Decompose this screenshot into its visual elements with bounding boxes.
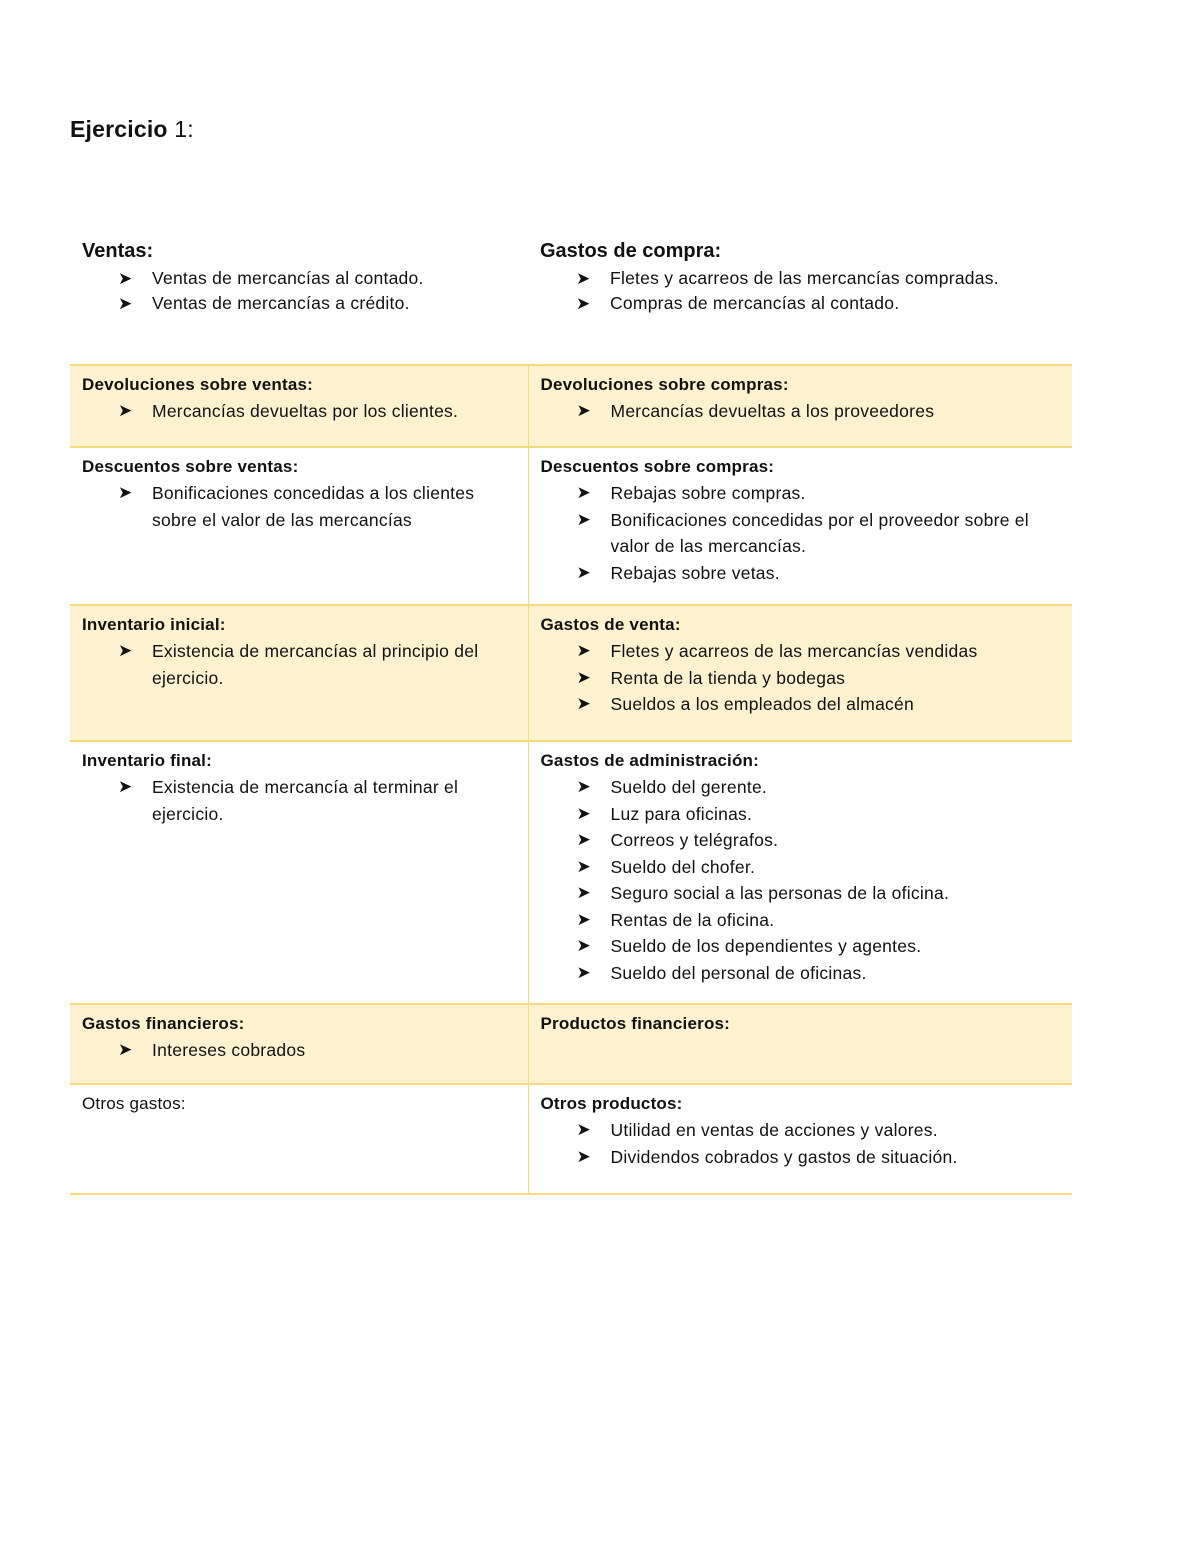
table-cell [70,1004,528,1084]
ventas-block [70,236,528,316]
list-item: ➤ Compras de mercancías al contado. [540,291,1072,316]
cell-list [541,398,1061,425]
cell-list [541,774,1061,986]
list-item: ➤ Ventas de mercancías al contado. [82,266,528,291]
table-cell [70,1084,528,1194]
arrow-bullet-icon: ➤ [576,962,591,982]
cell-heading: Descuentos sobre ventas: [82,457,299,476]
arrow-bullet-icon: ➤ [576,777,591,796]
table-row [70,1084,1072,1194]
cell-list [541,480,1061,586]
arrow-bullet-icon: ➤ [576,269,591,288]
cell-heading: Inventario final: [82,751,212,770]
cell-heading: Otros gastos: [82,1094,186,1113]
cell-heading: Inventario inicial: [82,615,226,634]
gastos-compra-list [540,266,1072,316]
cell-heading: Productos financieros: [540,1014,731,1033]
table-row [70,365,1072,447]
table-row [70,1004,1072,1084]
arrow-bullet-icon: ➤ [576,1146,591,1166]
arrow-bullet-icon: ➤ [576,1120,591,1139]
list-item: ➤ Sueldo de los dependientes y agentes. [541,933,1061,960]
arrow-bullet-icon: ➤ [118,401,133,420]
arrow-bullet-icon: ➤ [118,294,133,313]
table-cell [70,365,528,447]
cell-list [541,1117,1061,1170]
list-item: ➤ Sueldo del personal de oficinas. [541,960,1061,987]
list-item: ➤ Luz para oficinas. [541,801,1061,828]
arrow-bullet-icon: ➤ [576,294,591,313]
list-item: ➤ Bonificaciones concedidas a los clientes sobre el valor de las mercancías [82,480,516,533]
page-title [70,116,194,143]
list-item: ➤ Sueldos a los empleados del almacén [541,691,1061,718]
table-row [70,741,1072,1004]
arrow-bullet-icon: ➤ [118,1040,133,1059]
list-item: ➤ Seguro social a las personas de la oficina. [541,880,1061,907]
ventas-list [82,266,528,316]
list-item: ➤ Dividendos cobrados y gastos de situación. [541,1144,1061,1171]
list-item: ➤ Existencia de mercancía al terminar el ejercicio. [82,774,516,827]
title-label: Ejercicio [70,116,168,142]
cell-list [82,774,516,827]
table-cell [528,447,1072,605]
cell-list [82,1037,516,1064]
arrow-bullet-icon: ➤ [576,830,591,849]
cell-heading: Devoluciones sobre compras: [540,375,789,394]
list-item: ➤ Intereses cobrados [82,1037,516,1064]
cell-list [82,480,516,533]
table-cell [70,605,528,741]
accounts-table [70,364,1072,1195]
cell-heading: Otros productos: [540,1094,683,1113]
ventas-heading: Ventas: [82,240,154,262]
top-section [70,236,1072,316]
cell-heading: Gastos de administración: [540,751,759,770]
arrow-bullet-icon: ➤ [576,936,591,955]
table-cell [528,365,1072,447]
cell-list [82,638,516,691]
table-cell [528,605,1072,741]
list-item: ➤ Correos y telégrafos. [541,827,1061,854]
gastos-compra-block [528,236,1072,316]
arrow-bullet-icon: ➤ [576,667,591,687]
cell-list [541,638,1061,718]
list-item: ➤ Existencia de mercancías al principio del ejercicio. [82,638,516,691]
cell-heading: Descuentos sobre compras: [540,457,775,476]
cell-heading: Gastos financieros: [82,1014,245,1033]
list-item: ➤ Rentas de la oficina. [541,907,1061,934]
arrow-bullet-icon: ➤ [118,483,133,502]
table-cell [528,741,1072,1004]
list-item: ➤ Mercancías devueltas por los clientes. [82,398,516,425]
arrow-bullet-icon: ➤ [576,509,591,529]
arrow-bullet-icon: ➤ [576,856,591,876]
arrow-bullet-icon: ➤ [576,909,591,929]
list-item: ➤ Utilidad en ventas de acciones y valores. [541,1117,1061,1144]
arrow-bullet-icon: ➤ [576,483,591,502]
arrow-bullet-icon: ➤ [576,562,591,582]
arrow-bullet-icon: ➤ [118,777,133,796]
table-cell [528,1084,1072,1194]
cell-heading: Devoluciones sobre ventas: [82,375,313,394]
table-row [70,605,1072,741]
arrow-bullet-icon: ➤ [576,401,591,420]
arrow-bullet-icon: ➤ [118,641,133,660]
cell-list [82,398,516,425]
list-item: ➤ Ventas de mercancías a crédito. [82,291,528,316]
arrow-bullet-icon: ➤ [576,694,591,713]
arrow-bullet-icon: ➤ [576,883,591,902]
gastos-compra-heading: Gastos de compra: [540,240,722,262]
cell-heading: Gastos de venta: [540,615,681,634]
list-item: ➤ Rebajas sobre vetas. [541,560,1061,587]
table-cell [70,741,528,1004]
title-number: 1: [174,116,194,142]
arrow-bullet-icon: ➤ [576,641,591,660]
table-cell [528,1004,1072,1084]
list-item: ➤ Sueldo del chofer. [541,854,1061,881]
table-cell [70,447,528,605]
list-item: ➤ Rebajas sobre compras. [541,480,1061,507]
list-item: ➤ Mercancías devueltas a los proveedores [541,398,1061,425]
list-item: ➤ Renta de la tienda y bodegas [541,665,1061,692]
table-row [70,447,1072,605]
list-item: ➤ Sueldo del gerente. [541,774,1061,801]
list-item: ➤ Bonificaciones concedidas por el proveedor sobre el valor de las mercancías. [541,507,1061,560]
list-item: ➤ Fletes y acarreos de las mercancías vendidas [541,638,1061,665]
arrow-bullet-icon: ➤ [118,269,133,288]
arrow-bullet-icon: ➤ [576,803,591,823]
list-item: ➤ Fletes y acarreos de las mercancías compradas. [540,266,1072,291]
